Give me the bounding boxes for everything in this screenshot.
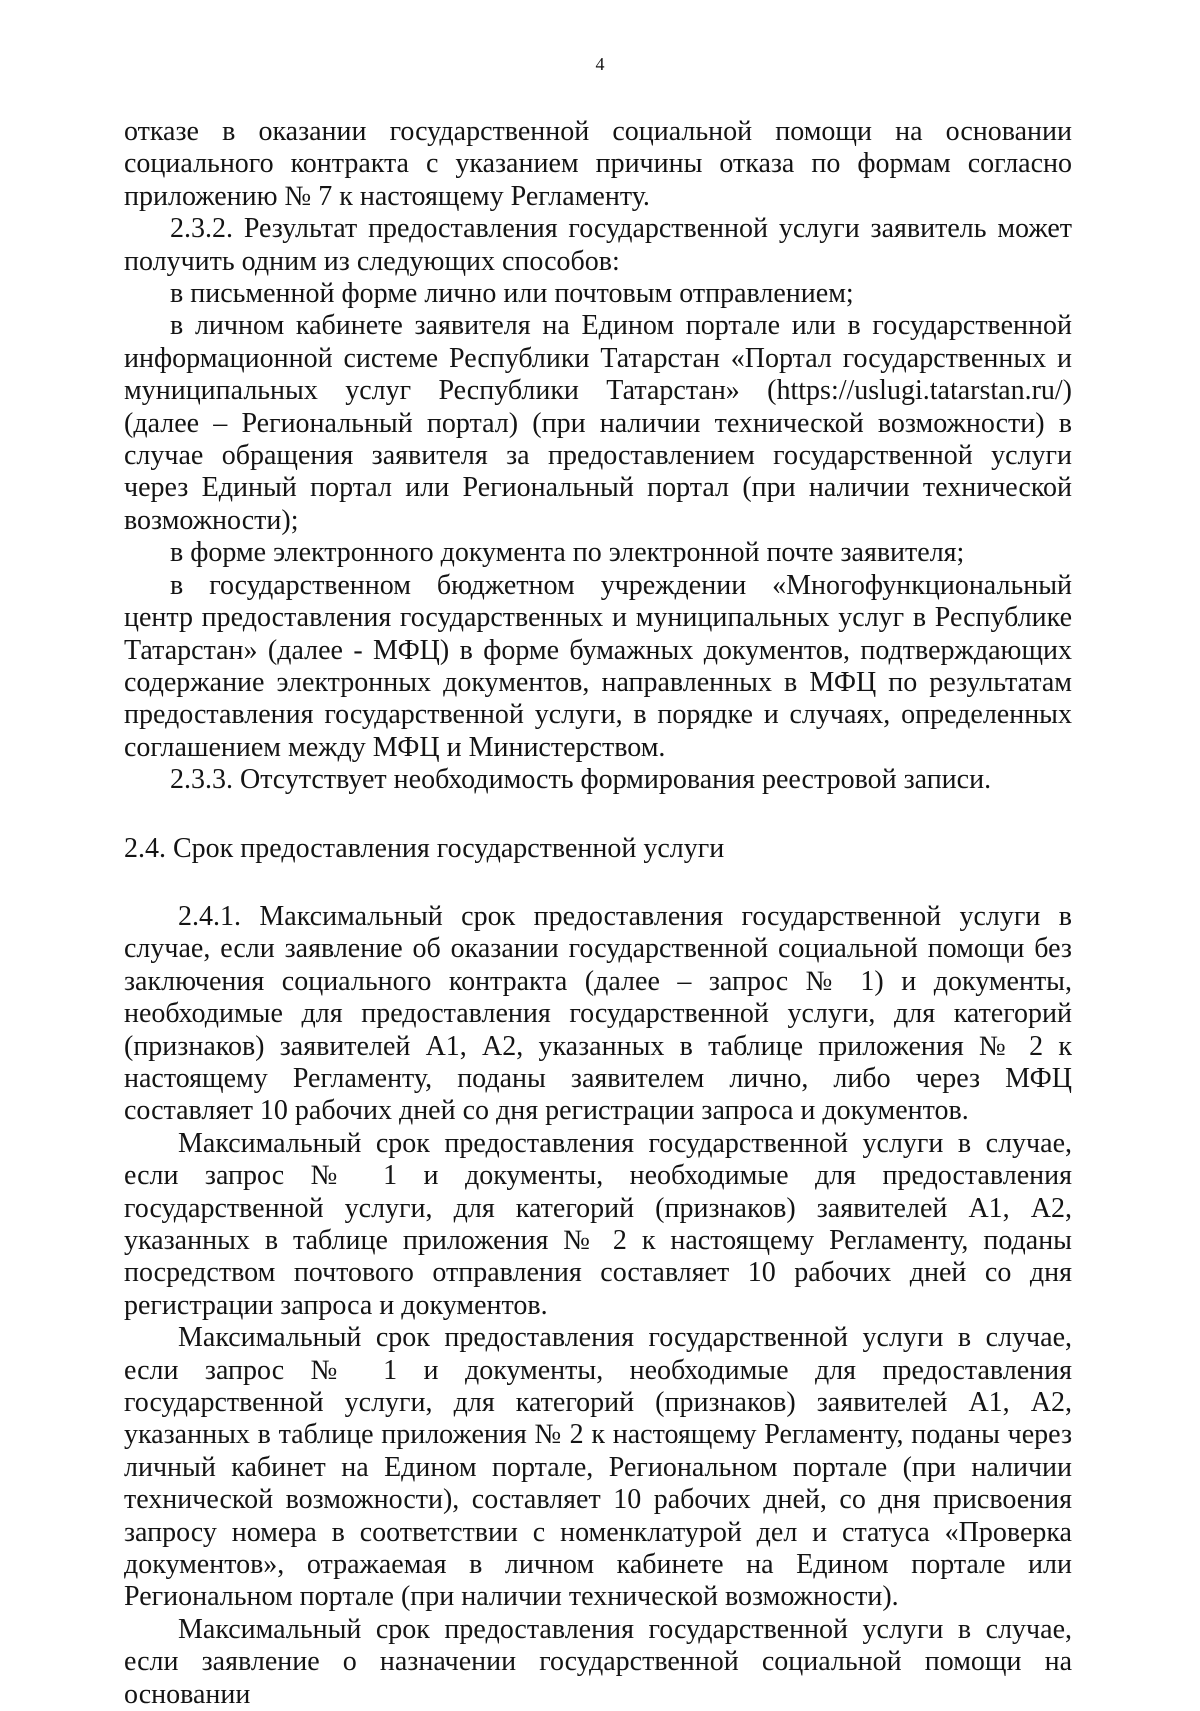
paragraph-electronic-document: в форме электронного документа по электронной почте заявителя; <box>170 537 965 569</box>
paragraph-postal: Максимальный срок предоставления государственной услуги в случае, если запрос № 1 и документы, необходимые для предоставления государственной услуги, для категорий (признаков) заявителей А1, А2, указанных в таблице приложения № 2 к настоящему Регламенту, поданы посредством почтового отправления составляет 10 рабочих дней со дня регистрации запроса и документов. <box>124 1127 1072 1321</box>
paragraph-written-form: в письменной форме лично или почтовым отправлением; <box>170 278 854 310</box>
section-heading: 2.4. Срок предоставления государственной услуги <box>124 832 725 864</box>
paragraph-2-3-3: 2.3.3. Отсутствует необходимость формирования реестровой записи. <box>170 764 992 796</box>
document-body <box>124 116 1072 1711</box>
paragraph-social-contract: Максимальный срок предоставления государственной услуги в случае, если заявление о назначении государственной социальной помощи на основании <box>124 1613 1072 1710</box>
paragraph-2-4-1: 2.4.1. Максимальный срок предоставления государственной услуги в случае, если заявление об оказании государственной социальной помощи без заключения социального контракта (далее – запрос № 1) и документы, необходимые для предоставления государственной услуги, для категорий (признаков) заявителей А1, А2, указанных в таблице приложения № 2 к настоящему Регламенту, поданы заявителем лично, либо через МФЦ составляет 10 рабочих дней со дня регистрации запроса и документов. <box>124 900 1072 1127</box>
paragraph-personal-account: в личном кабинете заявителя на Едином портале или в государственной информационной системе Республики Татарстан «Портал государственных и муниципальных услуг Республики Татарстан» (https://uslugi.tatarstan.ru/) (далее – Региональный портал) (при наличии технической возможности) в случае обращения заявителя за предоставлением государственной услуги через Единый портал или Региональный портал (при наличии технической возможности); <box>124 310 1072 536</box>
paragraph-continuation: отказе в оказании государственной социальной помощи на основании социального контракта с указанием причины отказа по формам согласно приложению № 7 к настоящему Регламенту. <box>124 116 1072 212</box>
paragraph-mfc: в государственном бюджетном учреждении «Многофункциональный центр предоставления государственных и муниципальных услуг в Республике Татарстан» (далее - МФЦ) в форме бумажных документов, подтверждающих содержание электронных документов, направленных в МФЦ по результатам предоставления государственной услуги, в порядке и случаях, определенных соглашением между МФЦ и Министерством. <box>124 569 1072 763</box>
paragraph-online: Максимальный срок предоставления государственной услуги в случае, если запрос № 1 и документы, необходимые для предоставления государственной услуги, для категорий (признаков) заявителей А1, А2, указанных в таблице приложения № 2 к настоящему Регламенту, поданы через личный кабинет на Едином портале, Региональном портале (при наличии технической возможности), составляет 10 рабочих дней, со дня присвоения запросу номера в соответствии с номенклатурой дел и статуса «Проверка документов», отражаемая в личном кабинете на Едином портале или Региональном портале (при наличии технической возможности). <box>124 1322 1072 1613</box>
paragraph-2-3-2: 2.3.2. Результат предоставления государственной услуги заявитель может получить одним из следующих способов: <box>124 213 1072 277</box>
page-number: 4 <box>595 54 605 74</box>
